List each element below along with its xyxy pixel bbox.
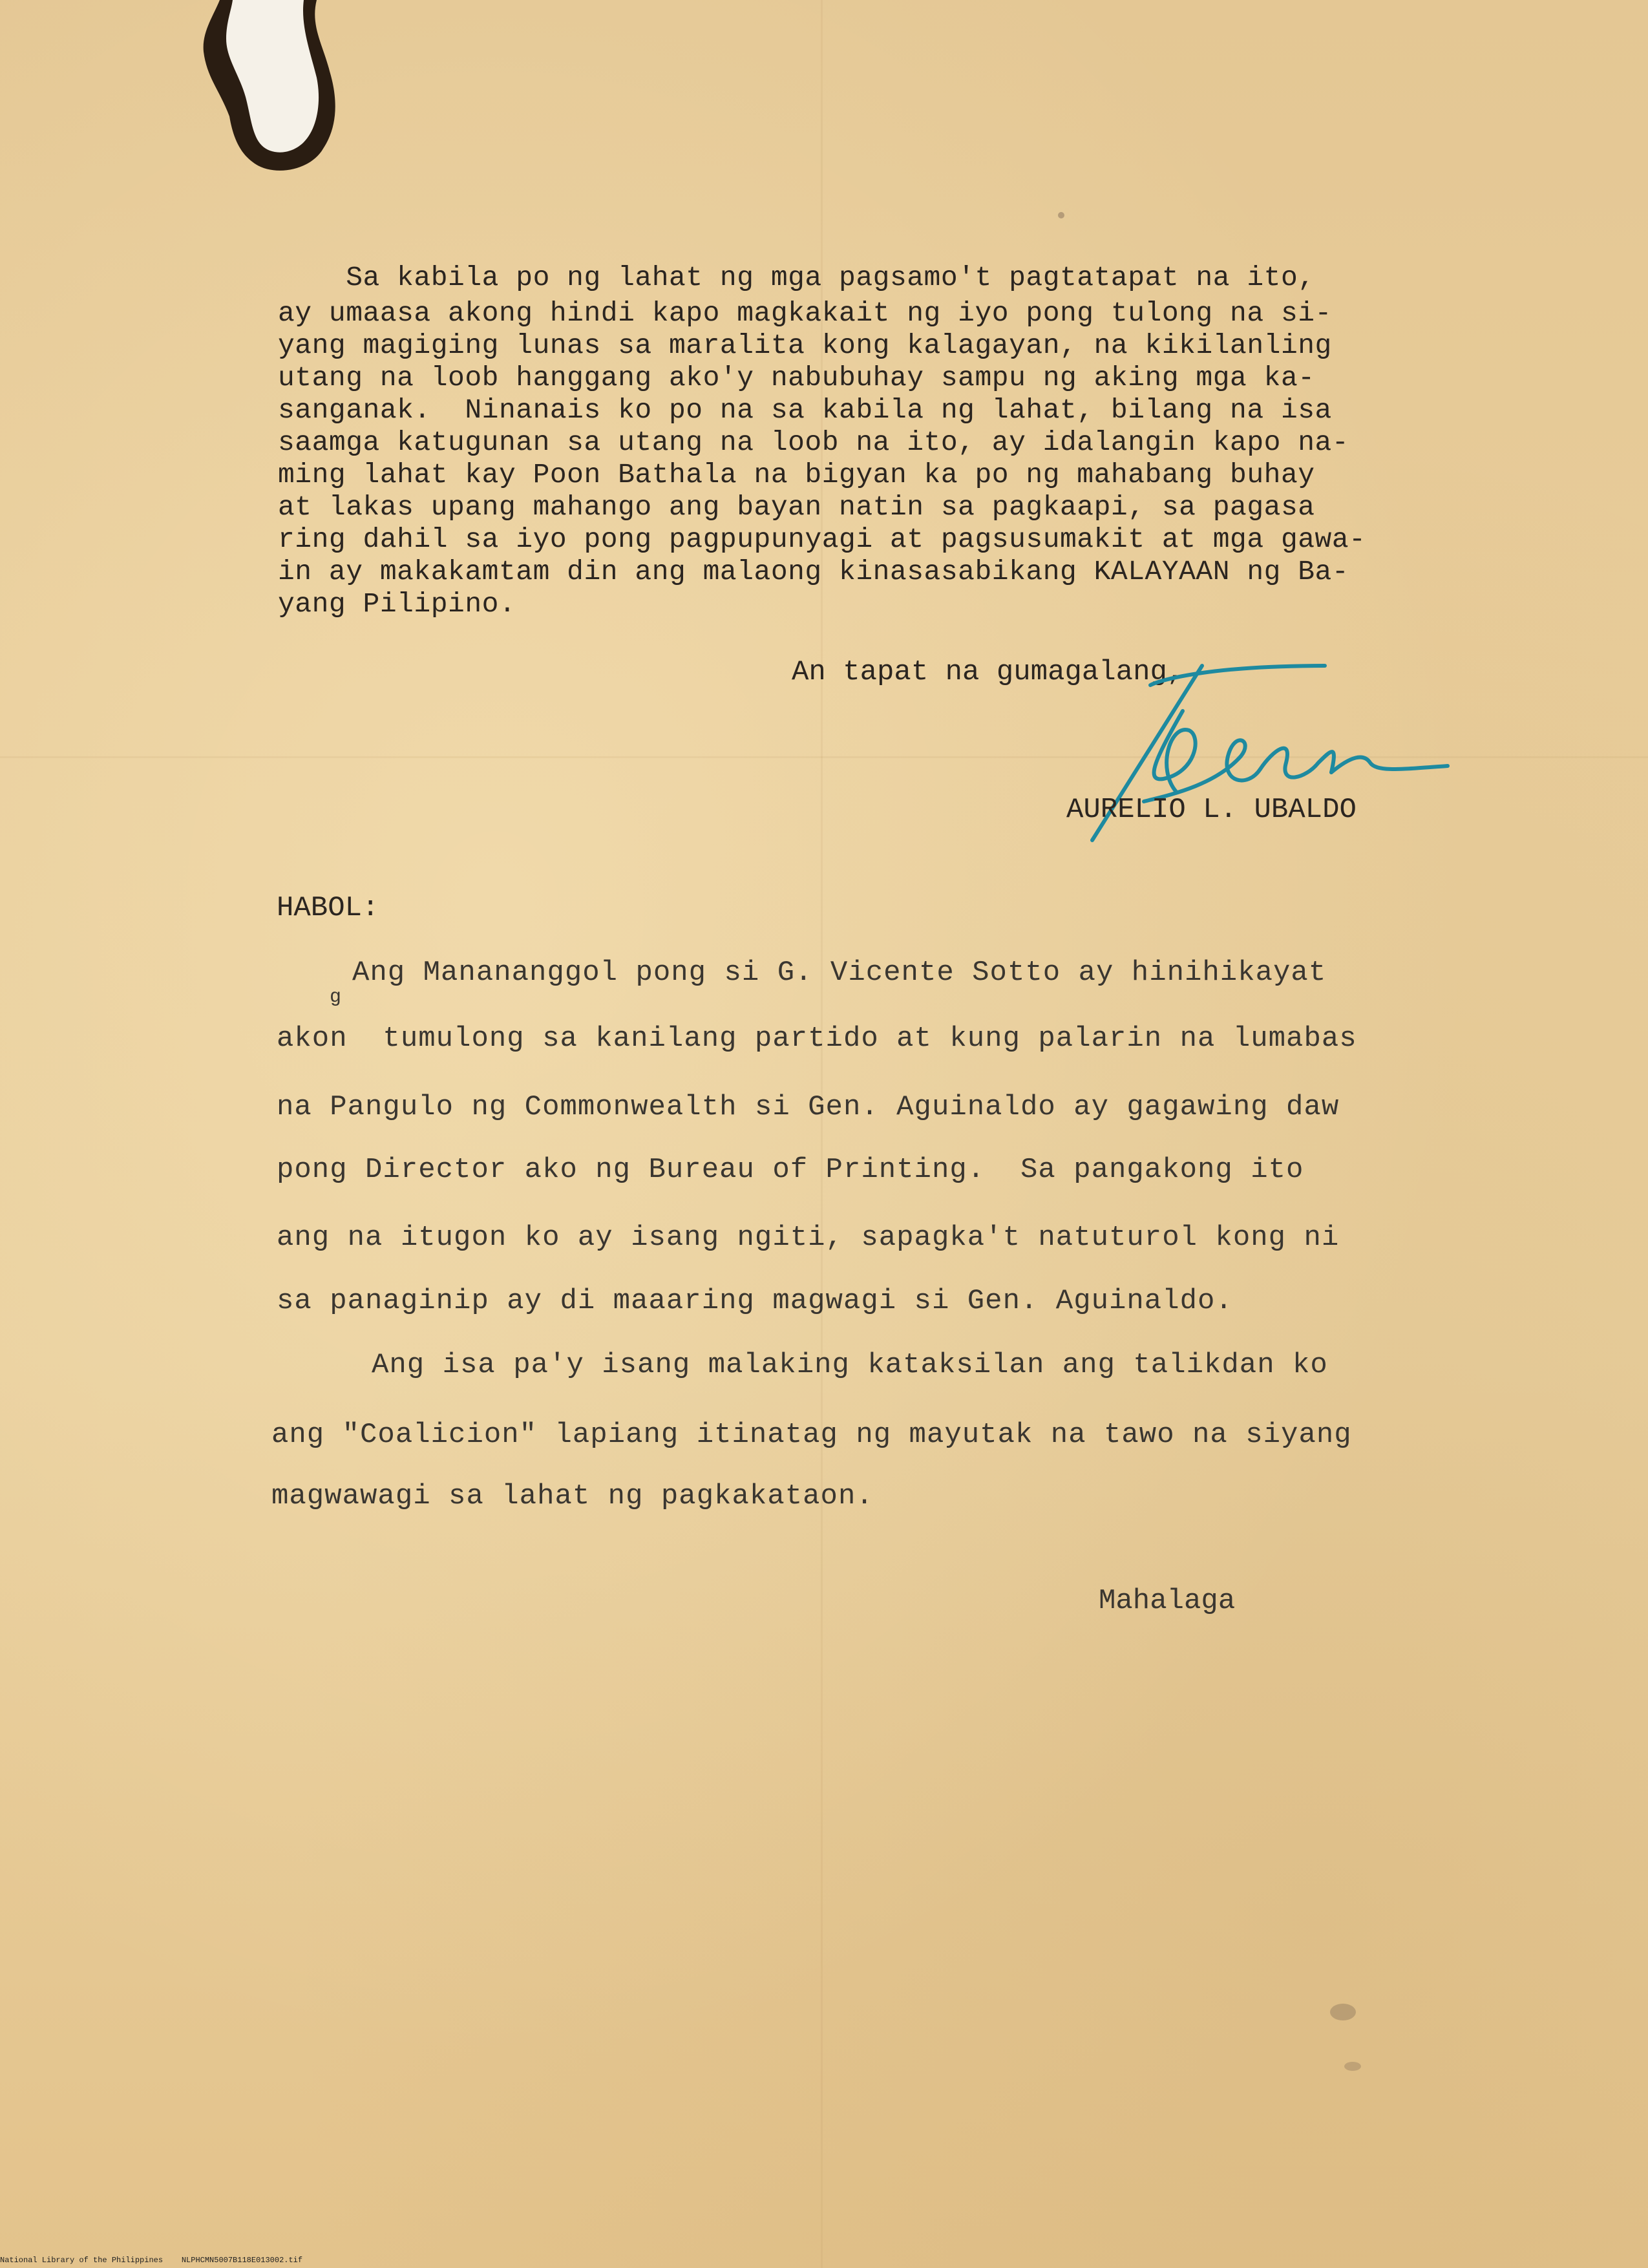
postscript-line: Ang isa pa'y isang malaking kataksilan ang talikdan ko	[372, 1349, 1328, 1381]
burn-hole	[194, 0, 343, 181]
archive-footer: National Library of the Philippines NLPHCMN5007B118E013002.tif	[0, 2256, 303, 2265]
letter-line: yang Pilipino.	[278, 588, 516, 620]
letter-line: yang magiging lunas sa maralita kong kalagayan, na kikilanling	[278, 330, 1332, 361]
letter-line: utang na loob hanggang ako'y nabubuhay sampu ng aking mga ka-	[278, 362, 1315, 394]
handwritten-insert: g	[330, 986, 342, 1008]
letter-line: ring dahil sa iyo pong pagpupunyagi at pagsusumakit at mga gawa-	[278, 524, 1366, 555]
postscript-line: na Pangulo ng Commonwealth si Gen. Aguinaldo ay gagawing daw	[277, 1091, 1340, 1123]
letter-line: in ay makakamtam din ang malaong kinasasabikang KALAYAAN ng Ba-	[278, 556, 1349, 588]
closing-salutation: An tapat na gumagalang,	[792, 656, 1185, 688]
letter-line: saamga katugunan sa utang na loob na ito, ay idalangin kapo na-	[278, 427, 1349, 458]
postscript-line: akon tumulong sa kanilang partido at kung palarin na lumabas	[277, 1023, 1357, 1055]
letter-line: ay umaasa akong hindi kapo magkakait ng iyo pong tulong na si-	[278, 297, 1332, 329]
postscript-line: ang "Coalicion" lapiang itinatag ng mayutak na tawo na siyang	[271, 1419, 1352, 1451]
letter-line: ming lahat kay Poon Bathala na bigyan ka po ng mahabang buhay	[278, 459, 1315, 491]
letter-line: sanganak. Ninanais ko po na sa kabila ng lahat, bilang na isa	[278, 394, 1332, 426]
postscript-heading: HABOL:	[277, 892, 379, 924]
postscript-line: sa panaginip ay di maaaring magwagi si Gen. Aguinaldo.	[277, 1285, 1233, 1317]
letter-line: Sa kabila po ng lahat ng mga pagsamo't pagtatapat na ito,	[278, 262, 1315, 293]
closing-mark: Mahalaga	[1099, 1585, 1236, 1617]
stain-spot	[1344, 2062, 1361, 2071]
signer-name: AURELIO L. UBALDO	[1066, 794, 1357, 826]
postscript-line: ang na itugon ko ay isang ngiti, sapagka't natuturol kong ni	[277, 1222, 1340, 1254]
stain-spot	[1330, 2004, 1356, 2020]
letter-line: at lakas upang mahango ang bayan natin sa pagkaapi, sa pagasa	[278, 491, 1315, 523]
postscript-line: magwawagi sa lahat ng pagkakataon.	[271, 1480, 874, 1512]
postscript-line: pong Director ako ng Bureau of Printing. Sa pangakong ito	[277, 1154, 1304, 1186]
ink-speck	[1058, 212, 1064, 218]
postscript-line: Ang Manananggol pong si G. Vicente Sotto ay hinihikayat	[352, 957, 1327, 989]
